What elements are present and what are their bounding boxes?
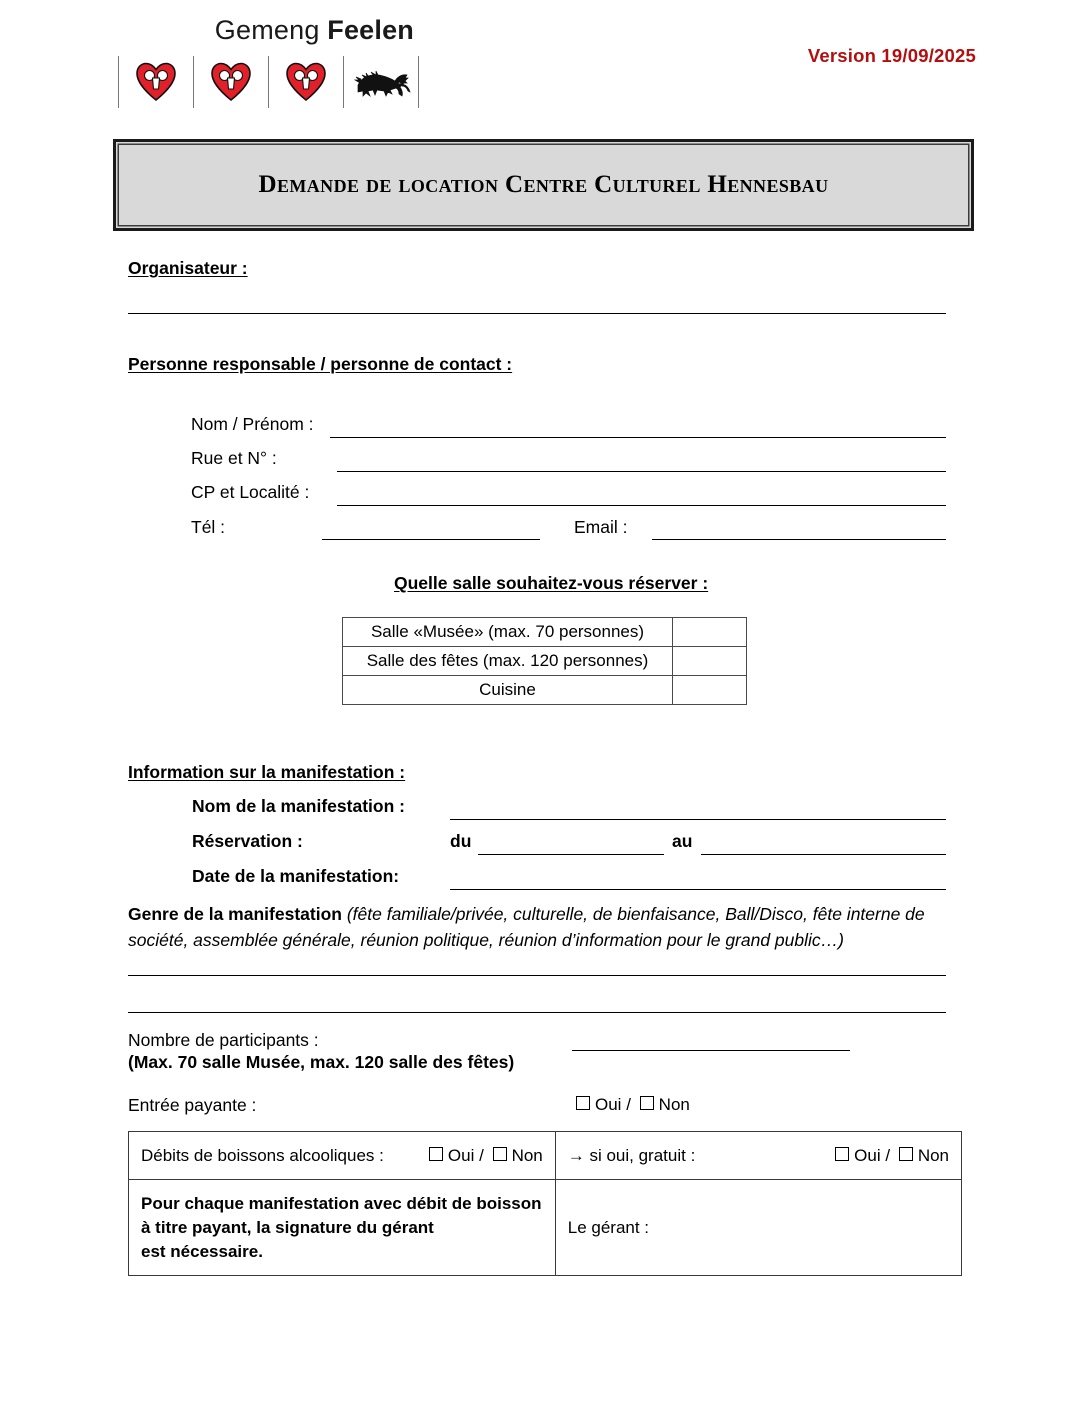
- free-drinks-yes-label: Oui: [854, 1145, 881, 1165]
- signature-note-cell: [129, 1180, 556, 1276]
- lion-crest-icon: [344, 56, 418, 108]
- free-drinks-choice-group[interactable]: [835, 1146, 949, 1166]
- event-genre-label: Genre de la manifestation: [128, 904, 342, 924]
- participants-max-note: (Max. 70 salle Musée, max. 120 salle des fêtes): [128, 1052, 515, 1072]
- heart-crest-icon: [119, 56, 193, 108]
- table-row[interactable]: [343, 618, 747, 647]
- contact-section-label: Personne responsable / personne de contact :: [128, 354, 513, 374]
- entry-fee-yes-label: Oui: [595, 1095, 622, 1114]
- entry-fee-no-label: Non: [658, 1095, 690, 1114]
- room-option-checkbox-cell[interactable]: [673, 647, 747, 676]
- alcohol-yes-checkbox[interactable]: [429, 1147, 443, 1161]
- entry-fee-separator: /: [626, 1095, 631, 1114]
- version-label: Version 19/09/2025: [807, 45, 976, 66]
- phone-field-label: Tél :: [191, 517, 226, 537]
- event-name-label: Nom de la manifestation :: [192, 796, 405, 816]
- room-option-checkbox-cell[interactable]: [673, 676, 747, 705]
- event-genre-input-line-1[interactable]: [128, 975, 946, 976]
- reservation-from-input-line[interactable]: [478, 854, 664, 855]
- heart-crest-icon: [269, 56, 343, 108]
- signature-note-line-3: est nécessaire.: [141, 1242, 263, 1262]
- event-name-input-line[interactable]: [450, 819, 946, 820]
- room-question-label: Quelle salle souhaitez-vous réserver :: [394, 573, 709, 593]
- table-row: [129, 1180, 962, 1276]
- email-input-line[interactable]: [652, 539, 946, 540]
- free-drinks-no-checkbox[interactable]: [899, 1147, 913, 1161]
- name-input-line[interactable]: [330, 437, 946, 438]
- crest-row: [118, 55, 418, 109]
- room-selection-table: [342, 617, 747, 705]
- organiser-section-label: Organisateur :: [128, 258, 248, 278]
- street-field-label: Rue et N° :: [191, 448, 277, 468]
- postcode-input-line[interactable]: [337, 505, 946, 506]
- signature-note-line-1: Pour chaque manifestation avec débit de boisson: [141, 1194, 542, 1213]
- event-genre-input-line-2[interactable]: [128, 1012, 946, 1013]
- alcohol-cell: [129, 1132, 556, 1180]
- alcohol-yes-label: Oui: [447, 1145, 475, 1165]
- event-date-input-line[interactable]: [450, 889, 946, 890]
- event-section-label: Information sur la manifestation :: [128, 762, 406, 782]
- postcode-field-label: CP et Localité :: [191, 482, 310, 502]
- alcohol-separator: /: [479, 1145, 484, 1165]
- entry-fee-choice-group[interactable]: [576, 1095, 690, 1115]
- logo-word-bold: Feelen: [327, 15, 414, 45]
- organiser-input-line[interactable]: [128, 313, 946, 314]
- participants-input-line[interactable]: [572, 1050, 850, 1051]
- alcohol-no-label: Non: [511, 1145, 543, 1165]
- free-drinks-yes-checkbox[interactable]: [835, 1147, 849, 1161]
- table-row[interactable]: [343, 647, 747, 676]
- entry-fee-yes-checkbox[interactable]: [576, 1096, 590, 1110]
- free-drinks-label: → si oui, gratuit :: [567, 1145, 696, 1165]
- alcohol-no-checkbox[interactable]: [493, 1147, 507, 1161]
- table-row[interactable]: [343, 676, 747, 705]
- free-drinks-cell: [555, 1132, 961, 1180]
- document-title-box: [113, 139, 974, 231]
- manager-label: Le gérant :: [567, 1217, 650, 1237]
- free-drinks-separator: /: [885, 1145, 891, 1165]
- municipality-logo: [118, 16, 418, 109]
- logo-wordmark: [118, 16, 418, 46]
- room-option-label: Salle «Musée» (max. 70 personnes): [343, 618, 673, 647]
- crest-divider: [418, 56, 419, 108]
- event-genre-block: [128, 901, 948, 954]
- reservation-to-input-line[interactable]: [701, 854, 946, 855]
- room-option-label: Cuisine: [343, 676, 673, 705]
- phone-input-line[interactable]: [322, 539, 540, 540]
- beverage-signature-table: [128, 1131, 962, 1276]
- name-field-label: Nom / Prénom :: [191, 414, 314, 434]
- page-header: [0, 0, 1088, 122]
- signature-note-line-2: à titre payant, la signature du gérant: [141, 1218, 434, 1238]
- entry-fee-no-checkbox[interactable]: [640, 1096, 654, 1110]
- page-title: Demande de location Centre Culturel Hennesbau: [258, 171, 829, 198]
- alcohol-choice-group[interactable]: [429, 1146, 543, 1166]
- table-row: [129, 1132, 962, 1180]
- reservation-from-label: du: [450, 831, 472, 851]
- email-field-label: Email :: [574, 517, 628, 537]
- logo-word-light: Gemeng: [214, 15, 320, 45]
- free-drinks-no-label: Non: [917, 1145, 949, 1165]
- heart-crest-icon: [194, 56, 268, 108]
- event-genre-examples: (fête familiale/privée, culturelle, de bienfaisance, Ball/Disco, fête interne de société, assemblée générale, réunion politique, réunion d’information pour le grand public…): [128, 904, 925, 951]
- participants-label: Nombre de participants :: [128, 1030, 319, 1050]
- event-date-label: Date de la manifestation:: [192, 866, 400, 886]
- alcohol-label: Débits de boissons alcooliques :: [141, 1145, 384, 1165]
- reservation-label: Réservation :: [192, 831, 303, 851]
- entry-fee-label: Entrée payante :: [128, 1095, 257, 1115]
- manager-signature-cell[interactable]: [555, 1180, 961, 1276]
- room-option-checkbox-cell[interactable]: [673, 618, 747, 647]
- street-input-line[interactable]: [337, 471, 946, 472]
- reservation-to-label: au: [672, 831, 693, 851]
- room-option-label: Salle des fêtes (max. 120 personnes): [343, 647, 673, 676]
